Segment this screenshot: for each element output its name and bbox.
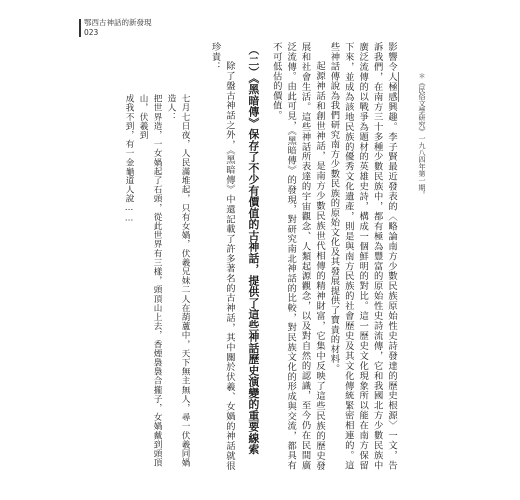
- footnote-rule: [398, 72, 399, 102]
- section-heading: （二）《黑暗傳》保存了不少有價值的古神話，提供了這些神話歷史演變的重要線索: [247, 44, 261, 455]
- verse-line-2: 把世界造，一女媧起了石頭，從此世界有三樣，頭頂山上去，香煙裊裊合攏子，女媧戴到頭頂山，伏羲到: [138, 94, 162, 468]
- paragraph-3: 除了盤古神話之外，《黑暗傳》中還記載了許多著名的古神話，其中關於伏羲、女媧的神話就很珍貴：: [209, 42, 235, 470]
- paragraph-1: 影響令人極感興趣。李子賢最近發表的〈略論南方少數民族原始性史詩發達的歷史根源〉一文，告訴我們，在南方三十多種少數民族中，都有極為豐富的原始性史詩流傳，它和我國北方少數民族中廣泛流傳的以戰爭為題材的英雄史詩，構成一個鮮明的對比。這一歷史文化現象所以能在南方保留下來，並成為該地民族的優秀文化遺產，則是與南方民族的社會歷史及其文化傳統緊密相連的。這些神話傳說為我們研究南方少數民族的原始文化及其發展提供了寶貴的材料。: [328, 42, 397, 470]
- header-bar: [79, 19, 81, 37]
- book-title: 鄂西古神話的新發現: [84, 18, 152, 27]
- page-number: 023: [84, 28, 99, 37]
- quoted-verse: [96, 94, 192, 470]
- verse-line-1: 七月七日夜，人民滿堆起，只有女媧，伏羲兄妹二人在葫蘆中，天下無主無人，尋一伏羲同媧造人：: [166, 94, 190, 468]
- verse-line-3: 成我不到，有一金龜道人說……: [124, 94, 134, 225]
- footnote: ＊《民俗文學研究》一九八四年第一期。: [418, 72, 426, 198]
- paragraph-2: 起源神話和創世神話，是南方少數民族世代相傳的精神財富，它集中反映了這些民族的歷史發展和社會生活。這些神話所表達的宇宙觀念、人類起源觀念，以及對自然的認識，至今仍在民間廣泛流傳。由此可見，《黑暗傳》的發現，對研究南北神話的比較，對民族文化的形成與交流，都具有不可低估的價值。: [270, 42, 325, 470]
- running-header: [84, 18, 264, 38]
